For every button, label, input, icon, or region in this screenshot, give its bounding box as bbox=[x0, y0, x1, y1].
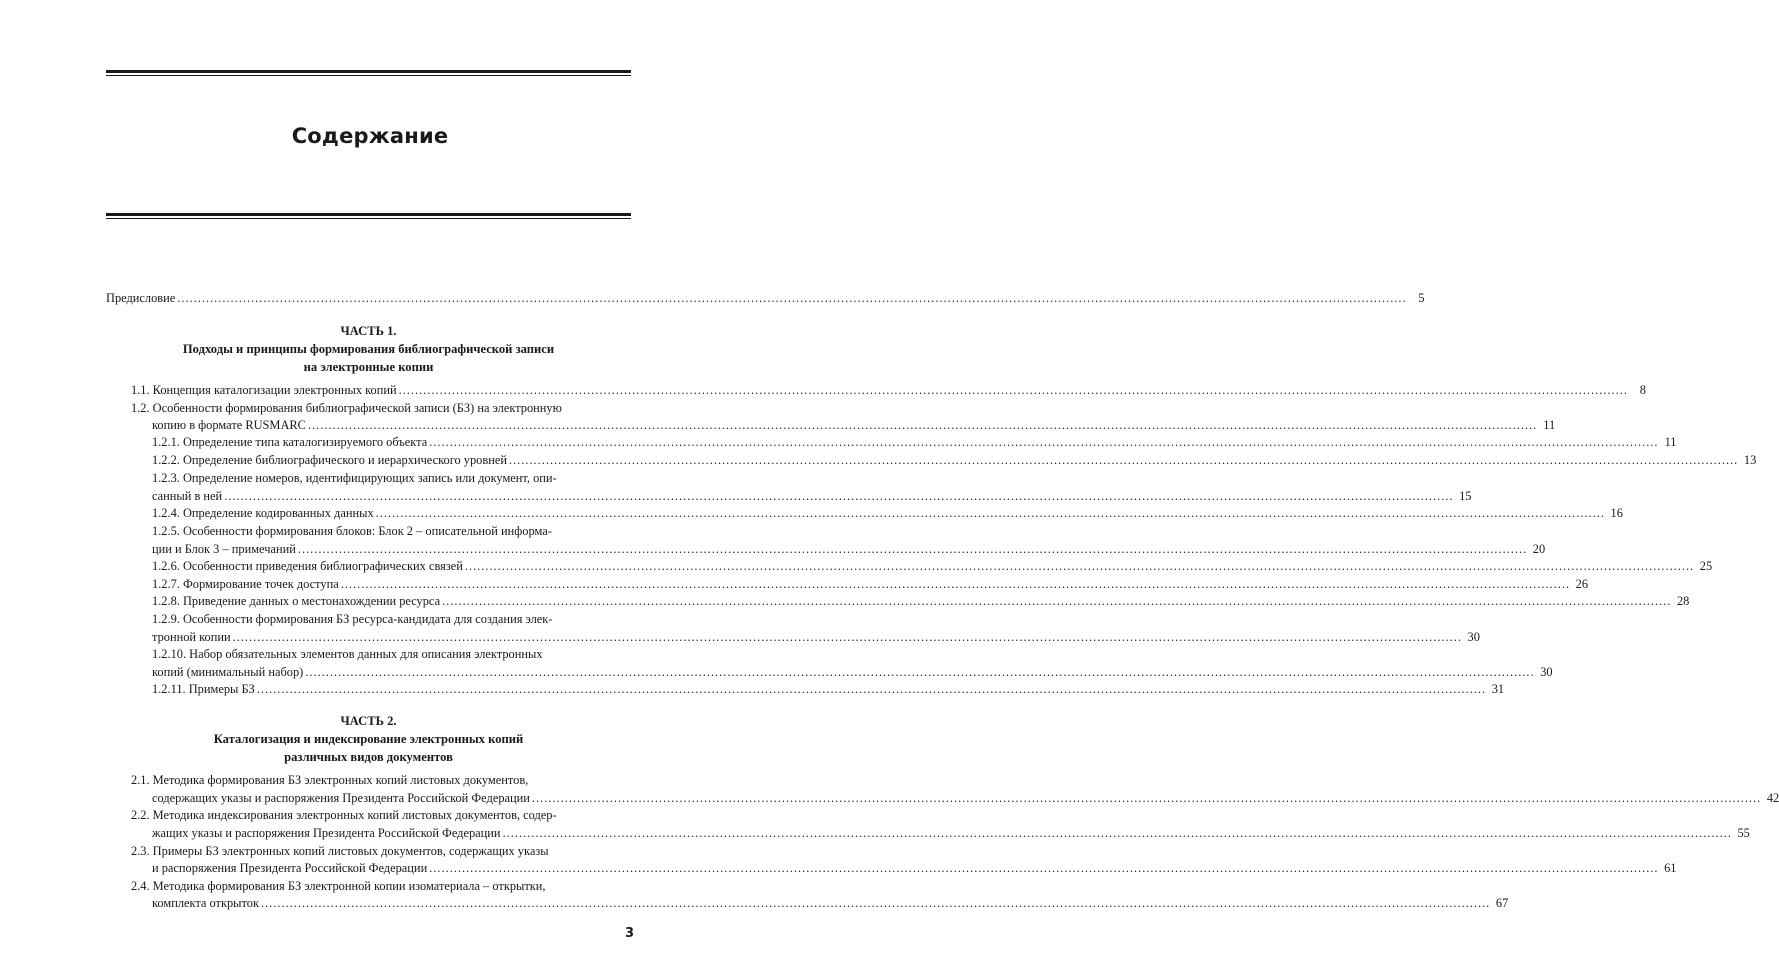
toc-page-number: 15 bbox=[1459, 489, 1472, 503]
toc-entry-preface[interactable] bbox=[106, 290, 1425, 306]
toc-entry-2-1[interactable] bbox=[152, 790, 1779, 806]
toc-page-number: 30 bbox=[1540, 665, 1553, 679]
toc-entry-text: комплекта открыток bbox=[152, 896, 259, 910]
toc-page-number: 11 bbox=[1664, 435, 1677, 449]
title-rule-thick bbox=[106, 213, 631, 216]
dot-leader: ............................................................................................................................................................................................................................................................................................................ bbox=[305, 665, 1535, 679]
toc-page-number: 8 bbox=[1639, 383, 1646, 397]
toc-entry-text: копий (минимальный набор) bbox=[152, 665, 304, 679]
dot-leader: ............................................................................................................................................................................................................................................................................................................ bbox=[429, 861, 1659, 875]
dot-leader: ............................................................................................................................................................................................................................................................................................................ bbox=[464, 559, 1695, 573]
toc-entry-text: копию в формате RUSMARC bbox=[152, 418, 306, 432]
toc-entry-text: 1.2.2. Определение библиографического и иерархического уровней bbox=[152, 453, 507, 467]
part2-title-line2: различных видов документов bbox=[284, 750, 453, 764]
toc-entry-text: 1.2.1. Определение типа каталогизируемого объекта bbox=[152, 435, 428, 449]
toc-entry-2-2-line1[interactable]: 2.2. Методика индексирования электронных копий листовых документов, содер- bbox=[131, 808, 557, 822]
toc-entry-1-2-9-line1[interactable]: 1.2.9. Особенности формирования БЗ ресурса-кандидата для создания элек- bbox=[152, 612, 553, 626]
top-rule-thin bbox=[106, 75, 631, 76]
toc-page-number: 11 bbox=[1543, 418, 1556, 432]
toc-page-number: 20 bbox=[1532, 542, 1546, 556]
dot-leader: ............................................................................................................................................................................................................................................................................................................ bbox=[340, 577, 1571, 591]
toc-entry-text: 1.2.4. Определение кодированных данных bbox=[152, 506, 374, 520]
toc-entry-text: жащих указы и распоряжения Президента Российской Федерации bbox=[152, 826, 501, 840]
toc-entry-text: 1.2.6. Особенности приведения библиографических связей bbox=[152, 559, 463, 573]
toc-entry-text: 1.2.7. Формирование точек доступа bbox=[152, 577, 339, 591]
toc-entry-text: 1.2.8. Приведение данных о местонахождении ресурса bbox=[152, 594, 441, 608]
page-number: 3 bbox=[624, 926, 634, 941]
toc-entry-1-2-10-line1[interactable]: 1.2.10. Набор обязательных элементов данных для описания электронных bbox=[152, 647, 543, 661]
dot-leader: ............................................................................................................................................................................................................................................................................................................ bbox=[429, 435, 1659, 449]
toc-page-number: 13 bbox=[1743, 453, 1757, 467]
dot-leader: ............................................................................................................................................................................................................................................................................................................ bbox=[502, 826, 1732, 840]
toc-entry-1-2-9[interactable] bbox=[152, 629, 1480, 645]
toc-page-number: 55 bbox=[1737, 826, 1750, 840]
toc-entry-1-1[interactable] bbox=[131, 382, 1646, 398]
title-rule-thin bbox=[106, 218, 631, 219]
toc-entry-1-2-3-line1[interactable]: 1.2.3. Определение номеров, идентифицирующих запись или документ, опи- bbox=[152, 471, 557, 485]
toc-page-number: 31 bbox=[1491, 682, 1505, 696]
dot-leader: ............................................................................................................................................................................................................................................................................................................ bbox=[375, 506, 1605, 520]
toc-page-number: 67 bbox=[1495, 896, 1509, 910]
toc-entry-2-4[interactable] bbox=[152, 895, 1509, 911]
toc-entry-text: тронной копии bbox=[152, 630, 231, 644]
part2-label: ЧАСТЬ 2. bbox=[340, 714, 397, 728]
dot-leader: ............................................................................................................................................................................................................................................................................................................ bbox=[508, 453, 1739, 467]
toc-entry-1-2-1[interactable] bbox=[152, 434, 1677, 450]
toc-entry-1-2-8[interactable] bbox=[152, 593, 1690, 609]
toc-entry-1-2-5[interactable] bbox=[152, 541, 1546, 557]
part2-title-line1: Каталогизация и индексирование электронных копий bbox=[213, 732, 524, 746]
toc-entry-1-2-11[interactable] bbox=[152, 681, 1505, 697]
toc-entry-1-2-4[interactable] bbox=[152, 505, 1623, 521]
toc-entry-1-2-7[interactable] bbox=[152, 576, 1589, 592]
toc-entry-1-2-2[interactable] bbox=[152, 452, 1757, 468]
dot-leader: ............................................................................................................................................................................................................................................................................................................ bbox=[177, 291, 1407, 305]
toc-entry-1-2-line1[interactable]: 1.2. Особенности формирования библиографической записи (БЗ) на электронную bbox=[131, 401, 562, 415]
toc-page-number: 26 bbox=[1575, 577, 1589, 591]
toc-page-number: 25 bbox=[1699, 559, 1713, 573]
toc-entry-2-3-line1[interactable]: 2.3. Примеры БЗ электронных копий листовых документов, содержащих указы bbox=[131, 844, 549, 858]
toc-page-number: 30 bbox=[1467, 630, 1480, 644]
toc-entry-text: содержащих указы и распоряжения Президента Российской Федерации bbox=[152, 791, 530, 805]
toc-entry-text: санный в ней bbox=[152, 489, 223, 503]
toc-entry-1-2-5-line1[interactable]: 1.2.5. Особенности формирования блоков: Блок 2 – описательной информа- bbox=[152, 524, 552, 538]
dot-leader: ............................................................................................................................................................................................................................................................................................................ bbox=[256, 682, 1487, 696]
toc-entry-2-1-line1[interactable]: 2.1. Методика формирования БЗ электронных копий листовых документов, bbox=[131, 773, 529, 787]
toc-entry-2-3[interactable] bbox=[152, 860, 1677, 876]
toc-entry-1-2-6[interactable] bbox=[152, 558, 1713, 574]
dot-leader: ............................................................................................................................................................................................................................................................................................................ bbox=[260, 896, 1491, 910]
toc-page-number: 5 bbox=[1418, 291, 1425, 305]
dot-leader: ............................................................................................................................................................................................................................................................................................................ bbox=[442, 594, 1672, 608]
toc-entry-text: 1.2.11. Примеры БЗ bbox=[152, 682, 255, 696]
toc-entry-1-2[interactable] bbox=[152, 417, 1556, 433]
toc-entry-2-2[interactable] bbox=[152, 825, 1750, 841]
toc-entry-1-2-10[interactable] bbox=[152, 664, 1553, 680]
part1-title-line1: Подходы и принципы формирования библиографической записи bbox=[182, 342, 555, 356]
toc-entry-text: и распоряжения Президента Российской Федерации bbox=[152, 861, 428, 875]
toc-page-number: 16 bbox=[1610, 506, 1623, 520]
page-title: Содержание bbox=[291, 124, 449, 148]
toc-entry-text: Предисловие bbox=[106, 291, 176, 305]
toc-entry-1-2-3[interactable] bbox=[152, 488, 1472, 504]
toc-entry-2-4-line1[interactable]: 2.4. Методика формирования БЗ электронной копии изоматериала – открытки, bbox=[131, 879, 546, 893]
toc-page-number: 42 bbox=[1766, 791, 1779, 805]
toc-entry-text: ции и Блок 3 – примечаний bbox=[152, 542, 296, 556]
part1-title-line2: на электронные копии bbox=[303, 360, 434, 374]
dot-leader: ............................................................................................................................................................................................................................................................................................................ bbox=[307, 418, 1538, 432]
dot-leader: ............................................................................................................................................................................................................................................................................................................ bbox=[297, 542, 1528, 556]
dot-leader: ............................................................................................................................................................................................................................................................................................................ bbox=[398, 383, 1628, 397]
dot-leader: ............................................................................................................................................................................................................................................................................................................ bbox=[232, 630, 1462, 644]
toc-page-number: 61 bbox=[1664, 861, 1677, 875]
toc-entry-text: 1.1. Концепция каталогизации электронных копий bbox=[131, 383, 397, 397]
toc-page-number: 28 bbox=[1676, 594, 1690, 608]
dot-leader: ............................................................................................................................................................................................................................................................................................................ bbox=[531, 791, 1762, 805]
part1-label: ЧАСТЬ 1. bbox=[340, 324, 397, 338]
top-rule-thick bbox=[106, 70, 631, 73]
dot-leader: ............................................................................................................................................................................................................................................................................................................ bbox=[224, 489, 1454, 503]
